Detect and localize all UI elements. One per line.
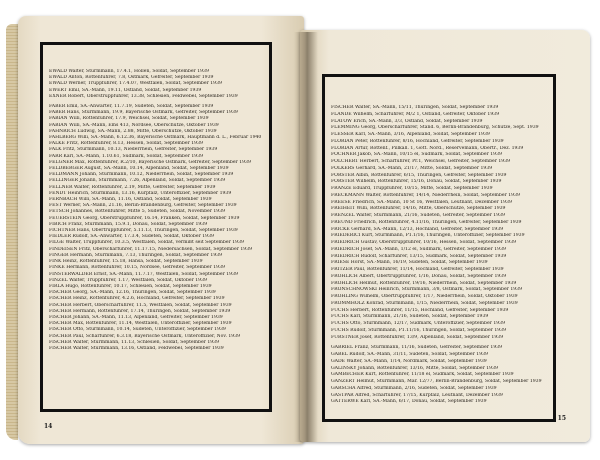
entry-row: FALK Fritz, Sturmmann, 10.13, Niederrhein, Gefreiter, September 1939: [49, 147, 218, 153]
left-page-number: 14: [44, 423, 53, 430]
entry-row: GASTPAR Alfred, Scharführer, 17/15, Kurpfalz, Leutnant, Dezember 1939: [331, 392, 503, 398]
entry-row: FÄHNRICH Ludwig, SA.-Mann, 2.88, Mitte, Oberschütze, Oktober 1939: [49, 128, 217, 134]
entry-row: FLORIAN Peter, Rottenführer, 8/16, Hochland, Gefreiter, September 1939: [331, 138, 504, 144]
entry-row: FLEMMING Georg, Oberscharführer, Stand. 6, Berlin-Brandenburg, Schütze, Sept. 1939: [331, 125, 539, 131]
open-book: [6, 10, 594, 450]
entry-row: FOLCHERT Herbert, Scharführer, Pr.1, Weichsel, Gefreiter, September 1939: [331, 159, 511, 164]
entry-row: FETSCH Johannes, Rottenführer, Mitte 5, Sudeten, Soldat, November 1939: [49, 209, 226, 215]
entry-row: FAHLBERG Willi, SA.-Mann, 6.12.36, Bayerische Ostmark, Hauptmann d. L., Februar 1940: [49, 135, 262, 141]
entry-row: GÄBEL Rudolf, SA.-Mann, 31/11, Sudeten, Soldat, September 1939: [331, 352, 488, 357]
entry-row: FLATOW Erich, SA.-Mann, 3/3, Ostland, Soldat, September 1939: [331, 118, 483, 124]
entry-row: FISCHER Walter, Sturmmann, 11.13, Schlesien, Soldat, September 1939: [49, 339, 220, 345]
entry-row: FRANZE Eduard, Truppführer, 10/15, Mitte, Soldat, September 1939: [331, 186, 493, 191]
entry-row: FRICKE Gerhard, SA.-Mann, 12/13, Hochland, Gefreiter, September 1939: [331, 226, 504, 232]
entry-row: GALINSKY Johann, Rottenführer, 13/16, Mitte, Soldat, September 1939: [331, 365, 498, 371]
entry-row: FIBICH Franz, Sturmmann, 15.9.1, Donau, Soldat, September 1939: [49, 221, 208, 227]
entry-row: FRONSCHNOWSKI Heinrich, Sturmmann, 3/8, Ostmark, Soldat, September 1939: [331, 287, 523, 293]
entry-row: FISCHER Herbert, Oberscharführer, 11.5, Westfalen, Soldat, September 1939: [49, 302, 232, 308]
entry-row: FREIHEIT Willi, Rottenführer, 14/16, Mitte, Oberschütze, September 1939: [331, 206, 506, 212]
entry-row: FEUERSTEIN Georg, Oberstruppführer, 16.14, Franken, Soldat, September 1939: [49, 215, 240, 221]
entry-row: FIRLA Hugo, Rottenführer, 10.17, Schlesien, Soldat, September 1939: [49, 283, 212, 289]
entry-row: FRIEDRICH Rudolf, Scharführer, 13/15, Südmark, Soldat, September 1939: [331, 253, 507, 259]
left-page: [18, 16, 304, 444]
entry-row: FEST Werner, SA.-Mann, 21.16, Berlin-Brandenburg, Gefreiter, September 1939: [49, 203, 237, 209]
entry-row: FUCHS Herbert, Rottenführer, 11/15, Hochland, Gefreiter, September 1939: [331, 307, 509, 313]
entry-row: FOLKERS Gerhard, SA.-Mann, 21/17, Mitte, Soldat, September 1939: [331, 165, 493, 171]
right-page-frame: [322, 74, 556, 422]
entry-row: FINKE Hermann, Rottenführer, 10.15, Nordsee, Gefreiter, September 1939: [49, 265, 225, 271]
entry-row: FELDBERGER August, SA.-Mann, 10.14, Alpenland, Soldat, September 1939: [49, 166, 229, 172]
entry-row: FICHTNER Hans, Obertruppführer, 5.11.13, Thüringen, Soldat, September 1939: [49, 228, 238, 234]
entry-row: FINK Heinz, Rottenführer, 15.18, Hansa, Soldat, September 1939: [49, 259, 203, 265]
entry-row: FLESSER Karl, SA.-Mann, 3/16, Alpenland, Soldat, September 1939: [331, 132, 490, 137]
entry-row: FISCHER Walter, Sturmmann, 13.16, Ostland, Feldwebel, September 1939: [49, 345, 224, 351]
entry-row: EXNER Robert, Oberstruppführer, 13.38, Schlesien, Feldwebel, September 1939: [49, 93, 238, 99]
right-entry-list: [331, 105, 547, 419]
entry-row: FINDEISEN Fritz, Oberscharführer, 11.17.15, Niedersachsen, Soldat, September 1939: [49, 246, 253, 252]
entry-row: FISCHER Georg, SA.-Mann, 12.16, Thüringen, Soldat, September 1939: [49, 290, 216, 296]
entry-row: FISCHER Walter, SA.-Mann, 15/11, Thüringen, Soldat, September 1939: [331, 105, 499, 110]
entry-row: FARR Karl, SA.-Mann, 1.10.61, Südmark, Soldat, September 1939: [49, 153, 204, 159]
entry-row: FINZEL Walter, Truppführer, 1.17, Westfalen, Soldat, Oktober 1939: [49, 277, 207, 283]
entry-row: FOCHNER Jakob, SA.-Mann, 10/15 el, Südmark, Soldat, September 1939: [331, 152, 502, 158]
entry-row: FELDMANN Johann, Sturmmann, 10.12, Niederrhein, Soldat, September 1939: [49, 172, 234, 178]
page-edges: [6, 24, 18, 440]
entry-row: FRIEDRICH Josef, SA.-Mann, 1/12 el, Südmark, Gefreiter, September 1939: [331, 246, 506, 252]
entry-row: FRITZER Paul, Rottenführer, 11/14, Hochland, Gefreiter, September 1939: [331, 267, 504, 272]
entry-row: EWALD Walter, Sturmmann, 17.4.1, Hollen, Soldat, September 1939: [49, 69, 209, 74]
entry-row: FREUND Friedrich, Rottenführer, 4.11/16, Thüringen, Gefreiter, September 1939: [331, 219, 522, 225]
entry-row: FLANDE Wilhelm, Scharführer, M/2 1, Ostland, Gefreiter, Oktober 1939: [331, 111, 500, 117]
entry-row: FISCHER Heinz, Rottenführer, 4.2.6, Hochland, Gefreiter, September 1939: [49, 296, 225, 302]
entry-row: FÖRSTER Wilhelm, Rottenführer, 15/16, Donau, Soldat, September 1939: [331, 179, 502, 185]
entry-row: FUCHS Karl, Sturmmann, 21/16, Sudeten, Soldat, September 1939: [331, 314, 489, 320]
entry-row: FABIAN Willi, SA.-Mann, Ems 413, Nordsee, Oberschütze, Oktober 1939: [49, 122, 219, 128]
entry-row: FENDT Heinrich, Sturmmann, 13.16, Kurpfalz, Unteroffizier, September 1939: [49, 190, 232, 196]
entry-row: FROHLICH Albert, Obertruppführer, 1/16, Donau, Soldat, September 1939: [331, 273, 507, 279]
entry-row: EWALD Werner, Truppführer, 17.4.07, Westfalen, Soldat, September 1939: [49, 81, 222, 87]
entry-row: FISCHER Hermann, Rottenführer, 17.14, Thüringen, Soldat, September 1939: [49, 308, 231, 314]
entry-row: FISCHER Otto, Sturmmann, 10.14, Sudeten, Unteroffizier, September 1939: [49, 327, 226, 333]
entry-row: EWALD Anton, Rottenführer, 7.8, Ostmark, Gefreiter, September 1939: [49, 75, 214, 81]
right-page: [300, 30, 590, 442]
entry-row: FISCHER Paul, Scharführer, 6.3.18, Bayerische Ostmark, Unteroffizier, Nov. 1939: [49, 333, 241, 339]
entry-row: FISCHER Max, Rottenführer, 11.14, Westfalen, Unteroffizier, September 1939: [49, 321, 232, 327]
entry-row: FUCHS Rudolf, Sturmmann, P1.11/16, Thüringen, Soldat, September 1939: [331, 327, 507, 333]
entry-row: FALKE Fritz, Rottenführer, 8.13, Hessen, Soldat, September 1939: [49, 141, 203, 147]
entry-row: FABER Emil, SA.-Anwärter, 11.7.19, Sudeten, Soldat, September 1939: [49, 104, 214, 110]
entry-row: FRENZEL Walter, Sturmmann, 21/16, Sudeten, Gefreiter, September 1939: [331, 213, 505, 218]
entry-row: FELLINGER Johann, Sturmmann, 7.26, Alpenland, Soldat, September 1939: [49, 178, 226, 184]
entry-row: EWERT Emil, SA.-Mann, 19.11, Ostland, Soldat, September 1939: [49, 87, 202, 93]
entry-row: FORSTER Albin, Rottenführer, 6/15, Thüringen, Gefreiter, September 1939: [331, 172, 507, 178]
entry-row: GANZERT Helmut, Sturmmann, Mar. 12/77, Berlin-Brandenburg, Soldat, September 1939: [331, 379, 542, 384]
entry-row: FABER Hans, Sturmmann, 19.9, Bayerische Ostmark, Gefreiter, September 1939: [49, 110, 238, 116]
left-page-frame: [40, 42, 272, 412]
entry-row: FELGNER Max, Rottenführer, R.2/10, Bayerische Ostmark, Gefreiter, September 1939: [49, 159, 251, 165]
entry-row: FRIEDERICI Kurt, Sturmmann, P1.1/16, Thüringen, Unteroffizier, September 1939: [331, 233, 525, 239]
entry-row: GÄDE Walter, SA.-Mann, 1/14, Nordmark, Soldat, September 1939: [331, 358, 487, 364]
entry-row: FIEDLER Rudolf, SA.-Anwärter, 17.3.4, Sudeten, Soldat, Oktober 1939: [49, 234, 214, 240]
entry-row: FROMMHOLZ Konrad, Sturmmann, 1/15, Niederrhein, Soldat, September 1939: [331, 300, 518, 306]
entry-row: FLORIAN Artur, Rottenf., Pillkall. 1, Gott. Nord., Reservemann, Obertr., Dez. 1939: [331, 145, 524, 151]
entry-row: FINSTERWALDER Ernst, SA.-Mann, 11.7.17, Westfalen, Soldat, September 1939: [49, 271, 238, 277]
entry-row: GAMBECHER Kurt, Rottenführer, 11/18 el, Südmark, Soldat, September 1939: [331, 372, 514, 378]
entry-row: FURSTNER Josef, Rottenführer, 13/9, Alpenland, Soldat, September 1939: [331, 334, 504, 340]
entry-row: GABRIEL Franz, Sturmmann, 11/16, Sudeten, Gefreiter, September 1939: [331, 345, 503, 351]
entry-row: FRÖHLING Wilhelm, Obertruppführer, 1/17, Niederrhein, Soldat, Oktober 1939: [331, 294, 518, 299]
book-spine: [294, 32, 318, 442]
entry-row: FISCHER Johann, SA.-Mann, 11.13, Alpenland, Gefreiter, September 1939: [49, 314, 223, 320]
entry-row: FROHLICH Helmut, Rottenführer, 19/16, Niederrhein, Soldat, September 1939: [331, 280, 517, 286]
left-entry-list: [49, 69, 263, 409]
entry-row: FILGE Walter, Truppführer, 10.3.5, Westfalen, Soldat, vermißt seit September 1939: [49, 240, 244, 246]
entry-row: FREESE Friedrich, SA.-Mann, 10 St 16, Westfalen, Leutnant, Dezember 1939: [331, 199, 512, 205]
entry-row: GARSCHA Alfred, Sturmmann, 2/16, Sudeten, Soldat, September 1939: [331, 385, 497, 391]
entry-row: FINGER Hermann, Sturmmann, 7.13, Thüringen, Soldat, September 1939: [49, 252, 223, 258]
entry-row: FELLNER Walter, Rottenführer, 2.19, Mitte, Gefreiter, September 1939: [49, 184, 216, 190]
entry-row: FABIAN Willi, Rottenführer, 17.9, Weichsel, Soldat, September 1939: [49, 116, 209, 122]
entry-row: FRIEDRICH Gustav, Oberstruppführer, 10/16, Hessen, Soldat, September 1939: [331, 240, 517, 245]
entry-row: GATTERWE Karl, SA.-Mann, 6/17, Donau, Soldat, September 1939: [331, 399, 487, 405]
right-page-number: 15: [557, 415, 566, 422]
entry-row: FRECKMANN Walter, Rottenführer, 14/14, Niederrhein, Soldat, September 1939: [331, 192, 520, 198]
entry-row: FUCHS Otto, Sturmmann, 12/17, Südmark, Unteroffizier, September 1939: [331, 321, 506, 326]
entry-row: FRIESE Horst, SA.-Mann, 16/19, Sudeten, Soldat, September 1939: [331, 260, 488, 266]
entry-row: FERNBACH Willi, SA.-Mann, 11.16, Ostland, Soldat, September 1939: [49, 197, 212, 203]
